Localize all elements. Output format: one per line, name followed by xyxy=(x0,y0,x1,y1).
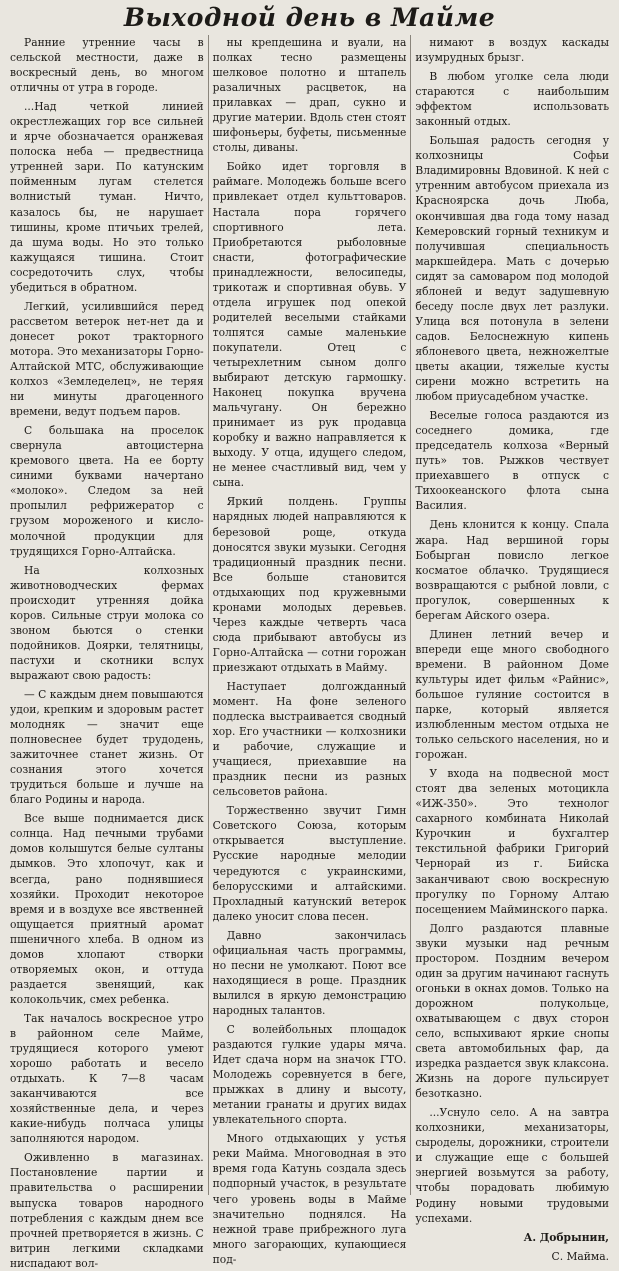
paragraph: День клонится к концу. Спала жара. Над вершиной горы Бобырган повисло легкое косматое облачко. Трудящиеся возвращаются с рыбной ловли, с прогулок, совершенных к берегам Айского озера. xyxy=(415,518,610,622)
paragraph: — С каждым днем повышаются удои, крепким и здоровым растет молодняк — значит еще полновеснее будет трудодень, зажиточнее станет жизнь. От сознания этого хочется трудиться больше и лучше на благо Родины и народа. xyxy=(10,687,204,807)
paragraph: Большая радость сегодня у колхозницы Софьи Владимировны Вдовиной. К ней с утренним автобусом приехала из Красноярска дочь Люба, окончившая два года тому назад Кемеровский горный техникум и получившая специальность маркшейдера. Мать с дочерью сидят за самоваром под молодой яблоней и ведут задушевную беседу после двух лет разлуки. Улица вся потонула в зелени садов. Белоснежную кипень яблоневого цвета, нежножелтые цветы акации, тяжелые кусты сирени можно встретить на любом приусадебном участке. xyxy=(415,134,610,404)
dateline-place: С. Майма. xyxy=(551,1249,610,1263)
column-1 xyxy=(6,35,208,1270)
paragraph: Оживленно в магазинах. Постановление партии и правительства о расширении выпуска товаров народного потребления с каждым днем все прочней претворяется в жизнь. С витрин легкими складками ниспадают вол- xyxy=(10,1151,204,1270)
paragraph: Бойко идет торговля в раймаге. Молодежь больше всего привлекает отдел культтоваров. Настала пора горячего спортивного лета. Приобретаются рыболовные снасти, фотографические принадлежности, велосипеды, трикотаж и спортивная обувь. У отдела игрушек под опекой родителей веселыми стайками толпятся самые маленькие покупатели. Отец с четырехлетним сыном долго выбирают детскую гармошку. Наконец покупка вручена мальчугану. Он бережно принимает из рук продавца коробку и важно направляется к выходу. У отца, идущего следом, не менее счастливый вид, чем у сына. xyxy=(212,160,407,490)
paragraph: Давно закончилась официальная часть программы, но песни не умолкают. Поют все находящиеся в роще. Праздник вылился в яркую демонстрацию народных талантов. xyxy=(212,928,407,1017)
paragraph: С волейбольных площадок раздаются гулкие удары мяча. Идет сдача норм на значок ГТО. Молодежь соревнуется в беге, прыжках в длину и высоту, метании гранаты и других видах увлекательного спорта. xyxy=(212,1023,407,1127)
paragraph: Ранние утренние часы в сельской местности, даже в воскресный день, во многом отличны от утра в городе. xyxy=(10,36,204,95)
paragraph: Наступает долгожданный момент. На фоне зеленого подлеска выстраивается сводный хор. Его участники — колхозники и рабочие, служащие и учащиеся, приехавшие на праздник песни из разных сельсоветов района. xyxy=(212,679,407,799)
paragraph: Легкий, усилившийся перед рассветом ветерок нет-нет да и донесет рокот тракторного мотора. Это механизаторы Горно-Алтайской МТС, обслуживающие колхоз «Земледелец», не теряя ни минуты драгоценного времени, ведут подъем паров. xyxy=(10,299,204,419)
paragraph: Долго раздаются плавные звуки музыки над речным простором. Поздним вечером один за другим начинают гаснуть огоньки в окнах домов. Только на дорожном полукольце, охватывающем с двух сторон село, вспыхивают яркие снопы света автомобильных фар, да изредка раздается звук клаксона. Жизнь на дороге пульсирует безотказно. xyxy=(415,921,610,1101)
paragraph: нимают в воздух каскады изумрудных брызг. xyxy=(415,36,610,65)
paragraph: С большака на проселок свернула автоцистерна кремового цвета. На ее борту синими буквами начертано «молоко». Следом за ней пропылил рефрижератор с грузом мороженого и кисло-молочной продукции для трудящихся Горно-Алтайска. xyxy=(10,424,204,558)
paragraph: У входа на подвесной мост стоят два зеленых мотоцикла «ИЖ-350». Это технолог сахарного комбината Николай Курочкин и бухгалтер текстильной фабрики Григорий Чернорай из г. Бийска заканчивают свою воскресную прогулку по Горному Алтаю посещением Майминского парка. xyxy=(415,767,610,916)
article-body xyxy=(6,35,613,1270)
paragraph: Торжественно звучит Гимн Советского Союза, которым открывается выступление. Русские народные мелодии чередуются с украинскими, белорусскими и алтайскими. Прохладный катунский ветерок далеко уносит слова песен. xyxy=(212,804,407,923)
paragraph: Так началось воскресное утро в районном селе Майме, трудящиеся которого умеют хорошо работать и весело отдыхать. К 7—8 часам заканчиваются все хозяйственные дела, и через какие-нибудь полчаса улицы заполняются народом. xyxy=(10,1011,204,1146)
column-3 xyxy=(410,35,613,1263)
paragraph: ...Уснуло село. А на завтра колхозники, механизаторы, сыроделы, дорожники, строители и служащие еще с большей энергией возьмутся за работу, чтобы порадовать любимую Родину новыми трудовыми успехами. xyxy=(415,1106,610,1225)
paragraph: Яркий полдень. Группы нарядных людей направляются к березовой роще, откуда доносятся звуки музыки. Сегодня традиционный праздник песни. Все больше становится отдыхающих под кружевными кронами молодых деревьев. Через каждые четверть часа сюда прибывают автобусы из Горно-Алтайска — сотни горожан приезжают отдыхать в Майму. xyxy=(212,495,407,674)
newspaper-page xyxy=(0,1,619,1270)
paragraph: Все выше поднимается диск солнца. Над печными трубами домов колышутся белые султаны дымков. Это хлопочут, как и всегда, рано поднявшиеся хозяйки. Проходит некоторое время и в воздухе все явственней ощущается приятный аромат пшеничного хлеба. В одном из домов хлопают створки отворяемых окон, и оттуда раздается звенящий, как колокольчик, смех ребенка. xyxy=(10,812,204,1006)
paragraph: Длинен летний вечер и впереди еще много свободного времени. В районном Доме культуры идет фильм «Райнис», большое гуляние состоится в парке, который является излюбленным местом отдыха не только сельского населения, но и горожан. xyxy=(415,627,610,762)
paragraph: На колхозных животноводческих фермах происходит утренняя дойка коров. Сильные струи молока со звоном бьются о стенки подойников. Доярки, телятницы, пастухи и скотники вслух выражают свою радость: xyxy=(10,563,204,682)
author-signature: А. Добрынин, xyxy=(523,1230,610,1244)
paragraph: Много отдыхающих у устья реки Майма. Многоводная в это время года Катунь создала здесь подпорный участок, в результате чего уровень воды в Майме значительно поднялся. На нежной траве прибрежного луга много загорающих, купающиеся под- xyxy=(212,1132,407,1266)
paragraph: ...Над четкой линией окрестлежащих гор все сильней и ярче обозначается оранжевая полоска неба — предвестница утренней зари. По катунским пойменным лугам стелется волнистый туман. Ничто, казалось бы, не нарушает тишины, кроме птичьих трелей, да шума воды. Но это только кажущаяся тишина. Стоит сосредоточить слух, чтобы убедиться в обратном. xyxy=(10,100,204,294)
paragraph: В любом уголке села люди стараются с наибольшим эффектом использовать законный отдых. xyxy=(415,70,610,129)
paragraph: ны крепдешина и вуали, на полках тесно размещены шелковое полотно и штапель разаличных расцветок, на прилавках — драп, сукно и другие материи. Вдоль стен стоят шифоньеры, буфеты, письменные столы, диваны. xyxy=(212,36,407,155)
column-2 xyxy=(208,35,411,1266)
paragraph: Веселые голоса раздаются из соседнего домика, где председатель колхоза «Верный путь» тов. Рыжков чествует приехавшего в отпуск с Тихоокеанского флота сына Василия. xyxy=(415,409,610,513)
article-title: Выходной день в Майме xyxy=(123,3,496,32)
